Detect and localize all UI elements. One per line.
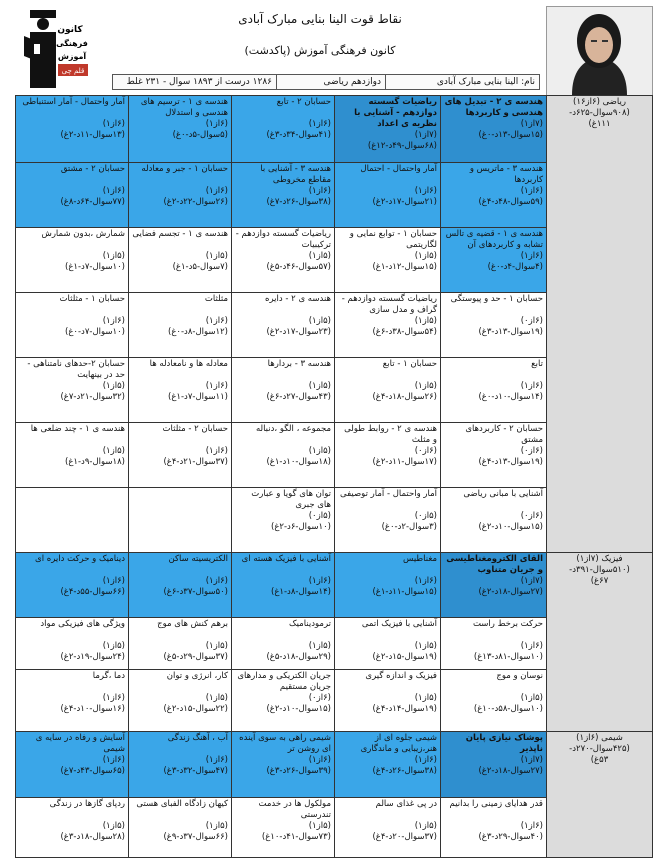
topic-name: حسابان ۱ - توابع نمایی و لگاریتمی — [349, 229, 437, 250]
topic-cell — [16, 358, 129, 423]
topic-name: دما ،گرما — [92, 671, 125, 681]
topic-score: (۶از۱) — [520, 381, 543, 391]
topic-cell — [335, 798, 441, 858]
topic-name: هندسه ی ۲ - تبدیل های هندسی و کاربردها — [444, 97, 543, 118]
topic-cell — [129, 293, 232, 358]
topic-name: معادله ها و نامعادله ها — [149, 359, 228, 369]
subject-label — [547, 553, 653, 732]
topic-stats: (۱۵سوال-۱۳د-۰غ) — [478, 130, 543, 140]
logo-line-1: کانون — [57, 25, 83, 35]
topic-name: مغناطیس — [403, 554, 437, 564]
topic-cell — [441, 163, 547, 228]
topic-cell — [129, 553, 232, 618]
topic-name: دینامیک و حرکت دایره ای — [35, 554, 125, 564]
topic-score: (۶از۱) — [205, 316, 228, 326]
topic-score: (۶از۱) — [205, 381, 228, 391]
avatar-icon — [547, 7, 652, 95]
topic-cell — [16, 798, 129, 858]
topic-stats: (۴سوال-۴د-۰غ) — [487, 262, 543, 272]
topic-cell — [441, 553, 547, 618]
topic-score: (۵از۱) — [308, 251, 331, 261]
topic-score: (۶از۱) — [414, 186, 437, 196]
topic-name: هندسه ی ۱ - چند ضلعی ها — [30, 424, 125, 434]
topic-score: (۶از۱) — [520, 821, 543, 831]
topic-score: (۶از۱) — [102, 186, 125, 196]
topic-score: (۵از۱) — [414, 381, 437, 391]
topic-stats: (۲۷سوال-۱۸د-۲غ) — [478, 587, 543, 597]
topic-score: (۶از۰) — [308, 693, 331, 703]
topic-stats: (۲۲سوال-۱۵د-۲غ) — [163, 704, 228, 714]
student-grade: دوازدهم ریاضی — [276, 75, 385, 89]
topic-stats: (۱۵سوال-۱۲د-۱غ) — [372, 262, 437, 272]
topic-score: (۵از۰) — [308, 511, 331, 521]
topic-cell — [232, 293, 335, 358]
topic-score: (۶از۱) — [102, 119, 125, 129]
topic-score: (۶از۱) — [308, 755, 331, 765]
topic-stats: (۴۷سوال-۳۲د-۳غ) — [163, 766, 228, 776]
topic-cell — [129, 423, 232, 488]
topic-cell — [335, 96, 441, 163]
topic-stats: (۳۸سوال-۲۶د-۷غ) — [266, 197, 331, 207]
topic-cell — [441, 798, 547, 858]
topic-name: هندسه ی ۲ - دایره — [265, 294, 331, 304]
topic-stats: (۳۲سوال-۲۱د-۷غ) — [60, 392, 125, 402]
subject-label-line: ۱۱۱غ) — [588, 119, 611, 129]
topic-name: ترمودینامیک — [288, 619, 331, 629]
topic-score: (۵از۰) — [414, 511, 437, 521]
topic-score: (۶از۰) — [414, 446, 437, 456]
topic-score: (۵از۱) — [520, 693, 543, 703]
topic-score: (۶از۰) — [520, 316, 543, 326]
topic-name: کیهان زادگاه الفبای هستی — [136, 799, 228, 809]
topic-stats: (۴۰سوال-۲۹د-۳غ) — [478, 832, 543, 842]
topic-cell — [16, 228, 129, 293]
topic-name: شیمی راهی به سوی آینده ای روشن تر — [239, 733, 331, 754]
topic-cell — [16, 293, 129, 358]
topic-name: شمارش ،بدون شمارش — [41, 229, 125, 239]
topic-score: (۶از۱) — [205, 186, 228, 196]
logo-line-2: فرهنگی — [56, 39, 88, 48]
subject-label-line: (۵۱۰سوال-۳۹۱د- — [569, 565, 630, 575]
topic-stats: (۱۵سوال-۱۰د-۲غ) — [478, 522, 543, 532]
topic-score: (۶از۱) — [520, 641, 543, 651]
student-photo — [546, 6, 653, 96]
topic-stats: (۵۰سوال-۳۷د-۶غ) — [163, 587, 228, 597]
topic-cell — [129, 228, 232, 293]
report-subtitle: کانون فرهنگی آموزش (پاکدشت) — [244, 44, 396, 57]
topic-stats: (۲۸سوال-۱۸د-۳غ) — [60, 832, 125, 842]
topic-stats: (۱۹سوال-۱۳د-۳غ) — [478, 327, 543, 337]
topic-cell — [335, 228, 441, 293]
topic-score: (۵از۱) — [414, 821, 437, 831]
report-title: نقاط قوت الینا بنایی مبارک آبادی — [238, 12, 402, 26]
topic-name: توان های گویا و عبارت های جبری — [251, 489, 331, 510]
topic-name: مثلثات — [204, 294, 228, 304]
subject-label-line: (۴۲۵سوال-۲۷۰د- — [569, 744, 630, 754]
topic-score: (۷از۱) — [414, 130, 437, 140]
topic-score: (۵از۱) — [308, 446, 331, 456]
kanoon-logo — [10, 6, 96, 94]
topic-score: (۵از۱) — [102, 446, 125, 456]
topic-stats: (۲۶سوال-۲۲د-۲غ) — [163, 197, 228, 207]
topic-score: (۵از۱) — [308, 316, 331, 326]
topic-name: پوشاک نیازی پایان ناپذیر — [465, 733, 543, 754]
topic-name: کار، انرژی و توان — [166, 671, 228, 681]
topic-cell — [335, 670, 441, 732]
topic-cell — [129, 358, 232, 423]
topic-stats: (۱۳سوال-۱۱د-۲غ) — [60, 130, 125, 140]
topic-stats: (۷سوال-۵د-۱غ) — [172, 262, 228, 272]
topic-name: حسابان ۲-حدهای نامتناهی - حد در بینهایت — [27, 359, 125, 380]
subject-label — [547, 732, 653, 858]
topic-stats: (۱۴سوال-۱۰د-۰غ) — [478, 392, 543, 402]
topic-name: ریاضیات گسسته دوازدهم - گراف و مدل سازی — [341, 294, 437, 315]
topic-cell — [335, 163, 441, 228]
topic-name — [132, 489, 228, 511]
subject-label-line: ریاضی (۶از۱۶) — [573, 97, 626, 107]
topic-name: حسابان ۱ - مثلثات — [59, 294, 125, 304]
topic-cell — [232, 228, 335, 293]
topic-score: (۶از۱) — [205, 576, 228, 586]
topic-cell — [335, 732, 441, 798]
topic-score: (۵از۱) — [414, 251, 437, 261]
topic-stats: (۱۵سوال-۱۱د-۱غ) — [372, 587, 437, 597]
topic-stats: (۲۴سوال-۱۹د-۲غ) — [60, 652, 125, 662]
topic-name: القای الکترومغناطیسی و جریان متناوب — [446, 554, 543, 575]
topic-stats: (۳۷سوال-۲۹د-۵غ) — [163, 652, 228, 662]
topic-stats: (۲۳سوال-۱۷د-۲غ) — [266, 327, 331, 337]
topic-name: برهم کنش های موج — [157, 619, 228, 629]
topic-cell — [441, 488, 547, 553]
topic-stats: (۲۱سوال-۱۷د-۲غ) — [372, 197, 437, 207]
topic-name: حسابان ۱ - حد و پیوستگی — [450, 294, 543, 304]
topic-score: (۶از۱) — [414, 755, 437, 765]
topic-stats: (۲۷سوال-۱۸د-۲غ) — [478, 766, 543, 776]
logo-line-3: آموزش — [57, 52, 87, 61]
topic-stats: (۱۴سوال-۸د-۱غ) — [271, 587, 331, 597]
topic-cell — [16, 732, 129, 798]
subject-label — [547, 96, 653, 553]
topic-cell — [16, 423, 129, 488]
topic-cell — [335, 358, 441, 423]
logo-line-4: قلم چی — [61, 67, 85, 75]
student-info-bar — [112, 74, 540, 90]
topic-stats: (۱۹سوال-۱۳د-۴غ) — [478, 457, 543, 467]
student-stats: ۱۲۸۶ درست از ۱۸۹۳ سوال - ۲۳۱ غلط — [126, 77, 272, 87]
topic-cell — [335, 488, 441, 553]
topic-cell — [232, 798, 335, 858]
topic-stats: (۵۴سوال-۳۸د-۶غ) — [372, 327, 437, 337]
topic-score: (۵از۱) — [414, 693, 437, 703]
topic-cell — [232, 670, 335, 732]
topic-name: هندسه ۳ - بردارها — [267, 359, 331, 369]
topic-cell — [232, 96, 335, 163]
topic-cell — [232, 358, 335, 423]
topic-score: (۶از۱) — [102, 316, 125, 326]
topic-name: ریاضیات گسسته دوازدهم - ترکیبیات — [235, 229, 331, 250]
topic-score: (۵از۱) — [102, 641, 125, 651]
topic-score: (۶از۱) — [205, 446, 228, 456]
topic-stats: (۳۷سوال-۲۱د-۴غ) — [163, 457, 228, 467]
topic-name: هندسه ی ۱ - قضیه ی تالس تشابه و کاربردهای آن — [445, 229, 543, 250]
topic-stats: (۱۹سوال-۱۵د-۲غ) — [372, 652, 437, 662]
strengths-table — [15, 95, 653, 858]
topic-score: (۶از۱) — [102, 755, 125, 765]
topic-cell — [16, 553, 129, 618]
topic-score: (۵از۱) — [205, 641, 228, 651]
topic-score: (۷از۱) — [520, 576, 543, 586]
topic-name: مولکول ها در خدمت تندرستی — [258, 799, 331, 820]
topic-cell — [129, 798, 232, 858]
student-name: نام: الینا بنایی مبارک آبادی — [385, 75, 539, 89]
topic-score: (۵از۱) — [205, 821, 228, 831]
topic-stats: (۱۵سوال-۱۰د-۲غ) — [266, 704, 331, 714]
topic-score: (۶از۱) — [205, 119, 228, 129]
topic-stats: (۱۰سوال-۸۱د-۱۳غ) — [473, 652, 543, 662]
topic-stats: (۳سوال-۲د-۰غ) — [381, 522, 437, 532]
subject-label-line: ۶۷غ) — [590, 576, 609, 586]
table-row — [16, 553, 653, 618]
topic-score: (۷از۱) — [520, 755, 543, 765]
topic-score: (۵از۱) — [205, 251, 228, 261]
topic-score: (۶از۱) — [102, 576, 125, 586]
topic-stats: (۲۹سوال-۱۸د-۵غ) — [266, 652, 331, 662]
topic-score: (۵از۱) — [308, 821, 331, 831]
topic-score: (۵از۱) — [205, 693, 228, 703]
topic-stats: (۶۸سوال-۴۹د-۱۲غ) — [367, 141, 437, 151]
topic-name: آشنایی با فیزیک هسته ای — [241, 554, 331, 564]
topic-name: ریاضیات گسسته دوازدهم - آشنایی با نظریه ی اعداد — [354, 97, 437, 129]
topic-name: شیمی جلوه ای از هنر،زیبایی و ماندگاری — [360, 733, 437, 754]
topic-name: در پی غذای سالم — [375, 799, 437, 809]
topic-score: (۶از۱) — [102, 693, 125, 703]
topic-score: (۶از۱) — [520, 186, 543, 196]
topic-score: (۵از۱) — [102, 821, 125, 831]
topic-stats: (۴۱سوال-۳۴د-۳غ) — [266, 130, 331, 140]
topic-stats: (۵۷سوال-۴۶د-۵غ) — [266, 262, 331, 272]
subject-label-line: فیزیک (۷از۱) — [576, 554, 623, 564]
topic-cell — [232, 732, 335, 798]
subject-label-line: ۵۳غ) — [590, 755, 609, 765]
topic-stats: (۷۳سوال-۴۱د-۱۰غ) — [261, 832, 331, 842]
table-row — [16, 96, 653, 163]
topic-cell — [335, 553, 441, 618]
topic-cell — [129, 163, 232, 228]
topic-score: (۶از۱) — [205, 755, 228, 765]
subject-label-line: شیمی (۶از۱) — [576, 733, 623, 743]
topic-cell — [441, 358, 547, 423]
topic-stats: (۳۷سوال-۲۰د-۴غ) — [372, 832, 437, 842]
topic-name: آب ، آهنگ زندگی — [167, 733, 228, 743]
topic-cell — [16, 96, 129, 163]
subject-label-line: (۹۰۸سوال-۶۲۵د- — [569, 108, 630, 118]
topic-cell — [129, 96, 232, 163]
topic-cell — [232, 423, 335, 488]
topic-score: (۶از۱) — [308, 186, 331, 196]
topic-name: آمار واحتمال - احتمال — [360, 164, 437, 174]
topic-stats: (۱۹سوال-۱۴د-۴غ) — [372, 704, 437, 714]
topic-name: فیزیک و اندازه گیری — [365, 671, 437, 681]
topic-name: حسابان ۲ - مثلثات — [162, 424, 228, 434]
topic-name: حرکت برخط راست — [472, 619, 543, 629]
topic-name: هندسه ی ۱ - تجسم فضایی — [132, 229, 228, 239]
topic-name: جریان الکتریکی و مدارهای جریان مستقیم — [237, 671, 331, 692]
topic-cell — [129, 618, 232, 670]
table-row — [16, 732, 653, 798]
topic-cell — [441, 293, 547, 358]
topic-name: ویژگی های فیزیکی مواد — [40, 619, 125, 629]
topic-cell — [441, 618, 547, 670]
topic-cell — [129, 488, 232, 553]
topic-stats: (۶۶سوال-۵۵د-۴غ) — [60, 587, 125, 597]
topic-name: حسابان ۲ - کاربردهای مشتق — [465, 424, 543, 445]
topic-cell — [129, 732, 232, 798]
topic-score: (۵از۱) — [102, 381, 125, 391]
topic-cell — [16, 488, 129, 553]
topic-name: ردپای گازها در زندگی — [49, 799, 125, 809]
topic-stats: (۱۰سوال-۵۸د-۱۰غ) — [473, 704, 543, 714]
topic-stats: (۳۸سوال-۲۶د-۴غ) — [372, 766, 437, 776]
topic-name: حسابان ۲ - مشتق — [60, 164, 125, 174]
topic-stats: (۱۸سوال-۹د-۱غ) — [65, 457, 125, 467]
topic-score: (۵از۱) — [414, 641, 437, 651]
topic-stats: (۶۵سوال-۴۳د-۷غ) — [60, 766, 125, 776]
topic-cell — [441, 732, 547, 798]
topic-stats: (۱۰سوال-۷د-۱غ) — [65, 262, 125, 272]
topic-stats: (۶۶سوال-۳۷د-۹غ) — [163, 832, 228, 842]
topic-name: هندسه ۳ - آشنایی با مقاطع مخروطی — [260, 164, 331, 185]
topic-stats: (۱۷سوال-۱۱د-۲غ) — [372, 457, 437, 467]
topic-stats: (۱۸سوال-۱۰د-۱غ) — [266, 457, 331, 467]
topic-name: قدر هدایای زمینی را بدانیم — [449, 799, 543, 809]
topic-stats: (۵۹سوال-۴۸د-۴غ) — [478, 197, 543, 207]
topic-stats: (۱۰سوال-۶د-۲غ) — [271, 522, 331, 532]
topic-cell — [335, 618, 441, 670]
topic-cell — [129, 670, 232, 732]
topic-cell — [441, 670, 547, 732]
topic-score: (۵از۱) — [308, 381, 331, 391]
topic-stats: (۱۱سوال-۷د-۱غ) — [168, 392, 228, 402]
topic-score: (۵از۱) — [102, 251, 125, 261]
topic-cell — [16, 618, 129, 670]
topic-name: الکتریسیته ساکن — [168, 554, 228, 564]
topic-name — [19, 489, 125, 511]
topic-score: (۶از۱) — [414, 576, 437, 586]
topic-cell — [441, 96, 547, 163]
topic-cell — [335, 293, 441, 358]
topic-score: (۷از۱) — [520, 119, 543, 129]
topic-name: مجموعه ، الگو ،دنباله — [255, 424, 331, 434]
topic-stats: (۱۲سوال-۸د-۰غ) — [168, 327, 228, 337]
topic-score: (۵از۱) — [414, 316, 437, 326]
topic-name: هندسه ی ۲ - روابط طولی و مثلث — [344, 424, 437, 445]
topic-cell — [232, 488, 335, 553]
topic-name: هندسه ۳ - ماتریس و کاربردها — [469, 164, 543, 185]
topic-cell — [232, 163, 335, 228]
topic-name: حسابان ۲ - تابع — [276, 97, 331, 107]
topic-name: آمار واحتمال - آمار توصیفی — [340, 489, 437, 499]
topic-name: آسایش و رفاه در سایه ی شیمی — [35, 733, 125, 754]
topic-stats: (۱۰سوال-۷د-۰غ) — [65, 327, 125, 337]
topic-score: (۶از۰) — [520, 446, 543, 456]
topic-stats: (۷۷سوال-۶۴د-۸غ) — [60, 197, 125, 207]
topic-stats: (۴۳سوال-۲۷د-۶غ) — [266, 392, 331, 402]
topic-score: (۶از۱) — [308, 576, 331, 586]
topic-name: حسابان ۱ - تابع — [382, 359, 437, 369]
topic-score: (۵از۱) — [308, 641, 331, 651]
topic-name: هندسه ی ۱ - ترسیم های هندسی و استدلال — [140, 97, 228, 118]
topic-stats: (۵سوال-۵د-۰غ) — [172, 130, 228, 140]
topic-score: (۶از۱) — [308, 119, 331, 129]
topic-stats: (۲۶سوال-۱۸د-۴غ) — [372, 392, 437, 402]
topic-cell — [441, 423, 547, 488]
topic-cell — [335, 423, 441, 488]
topic-name: تابع — [531, 359, 543, 369]
topic-name: آشنایی با فیزیک اتمی — [361, 619, 437, 629]
topic-stats: (۳۹سوال-۲۶د-۳غ) — [266, 766, 331, 776]
topic-name: حسابان ۱ - جبر و معادله — [141, 164, 228, 174]
topic-cell — [441, 228, 547, 293]
topic-score: (۶از۰) — [520, 511, 543, 521]
topic-score: (۶از۱) — [520, 251, 543, 261]
topic-name: آشنایی با مبانی ریاضی — [463, 489, 543, 499]
topic-name: آمار واحتمال - آمار استنباطی — [22, 97, 125, 107]
topic-name: نوسان و موج — [496, 671, 543, 681]
topic-cell — [232, 618, 335, 670]
topic-cell — [16, 163, 129, 228]
topic-cell — [16, 670, 129, 732]
topic-cell — [232, 553, 335, 618]
topic-stats: (۱۶سوال-۱۰د-۴غ) — [60, 704, 125, 714]
